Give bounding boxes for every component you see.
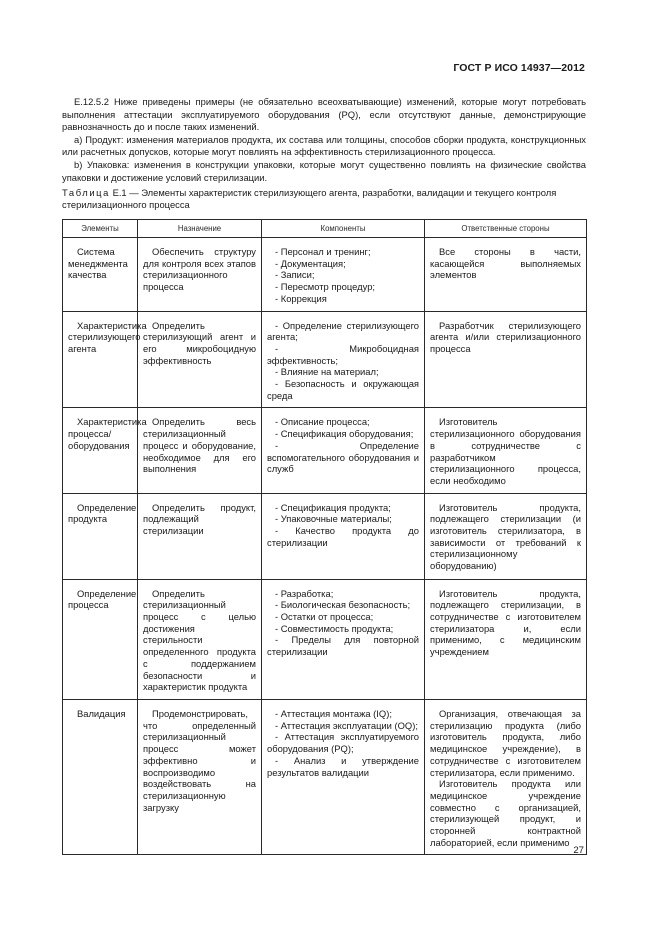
responsible-paragraph: Организация, отвечающая за стерилизацию продукта (либо изготовитель продукта, либо медицинское учреждение), в сотрудничестве с изготовителем стерилизатора, если применимо. xyxy=(430,707,581,778)
component-item: - Записи; xyxy=(275,269,315,281)
cell-components xyxy=(262,579,425,699)
cell-purpose: Обеспечить структуру для контроля всех этапов стерилизационного процесса xyxy=(138,238,262,312)
cell-responsible xyxy=(425,238,587,312)
table-header-row xyxy=(63,220,587,238)
cell-element: Валидация xyxy=(63,699,138,854)
component-item: - Совместимость продукта; xyxy=(275,622,394,634)
cell-purpose: Определить стерилизующий агент и его микробоцидную эффективность xyxy=(138,311,262,408)
component-item: - Аттестация эксплуатируемого оборудования (PQ); xyxy=(267,731,419,755)
table-row xyxy=(63,311,587,408)
column-header-purpose: Назначение xyxy=(138,220,262,238)
component-item: - Аттестация монтажа (IQ); xyxy=(275,707,392,719)
cell-responsible xyxy=(425,408,587,493)
responsible-paragraph: Все стороны в части, касающейся выполняемых элементов xyxy=(430,246,581,281)
component-item: - Влияние на материал; xyxy=(275,366,379,378)
table-row xyxy=(63,579,587,699)
column-header-responsible: Ответственные стороны xyxy=(425,220,587,238)
table-caption-text: Е.1 — Элементы характеристик стерилизующего агента, разработки, валидации и текущего контроля стерилизационного процесса xyxy=(62,187,557,211)
intro-paragraph: Е.12.5.2 Ниже приведены примеры (не обязательно всеохватывающие) изменений, которые могут потребовать выполнения аттестации эксплуатируемого оборудования (PQ), если отсутствуют данные, демонстрирующие равнозначность до и после таких изменений. xyxy=(62,96,586,133)
cell-responsible xyxy=(425,579,587,699)
component-item: - Качество продукта до стерилизации xyxy=(267,525,419,548)
component-item: - Персонал и тренинг; xyxy=(275,246,371,257)
cell-element: Характеристика процесса/оборудования xyxy=(63,408,138,493)
table-body xyxy=(63,238,587,855)
component-item: - Безопасность и окружающая среда xyxy=(267,378,419,401)
cell-responsible xyxy=(425,311,587,408)
table-row xyxy=(63,238,587,312)
component-item: - Пределы для повторной стерилизации xyxy=(267,634,419,658)
table-caption-label: Таблица xyxy=(62,187,110,198)
component-item: - Упаковочные материалы; xyxy=(275,513,392,525)
component-item: - Определение вспомогательного оборудования и служб xyxy=(267,439,419,475)
document-header: ГОСТ Р ИСО 14937—2012 xyxy=(453,62,585,74)
table-row xyxy=(63,493,587,579)
cell-components xyxy=(262,408,425,493)
component-item: - Спецификация продукта; xyxy=(275,501,391,513)
cell-purpose: Продемонстрировать, что определенный стерилизационный процесс может эффективно и воспроизводимо воздействовать на стерилизационную загрузку xyxy=(138,699,262,854)
component-item: - Разработка; xyxy=(275,587,334,599)
responsible-paragraph: Изготовитель продукта, подлежащего стерилизации, в сотрудничестве с изготовителем стерилизатора и, если применимо, с медицинским учреждением xyxy=(430,587,581,658)
component-item: - Остатки от процесса; xyxy=(275,611,374,623)
responsible-paragraph: Изготовитель продукта, подлежащего стерилизации (и изготовитель стерилизатора, в зависимости от требований к стерилизационному оборудованию) xyxy=(430,501,581,572)
component-item: - Анализ и утверждение результатов валидации xyxy=(267,754,419,778)
sterilization-elements-table xyxy=(62,219,587,855)
cell-element: Определение продукта xyxy=(63,493,138,579)
cell-components xyxy=(262,238,425,312)
intro-paragraph: b) Упаковка: изменения в конструкции упаковки, которые могут существенно повлиять на физические свойства упаковки и достижение условий стерилизации. xyxy=(62,158,586,183)
component-item: - Аттестация эксплуатации (OQ); xyxy=(275,719,418,731)
component-item: - Описание процесса; xyxy=(275,416,370,428)
cell-purpose: Определить продукт, подлежащий стерилизации xyxy=(138,493,262,579)
responsible-paragraph: Разработчик стерилизующего агента и/или стерилизационного процесса xyxy=(430,319,581,354)
cell-responsible xyxy=(425,493,587,579)
cell-responsible xyxy=(425,699,587,854)
cell-purpose: Определить стерилизационный процесс с целью достижения стерильности определенного продукта с поддержанием безопасности и характеристик продукта xyxy=(138,579,262,699)
component-item: - Документация; xyxy=(275,257,346,269)
cell-element: Система менеджмента качества xyxy=(63,238,138,312)
page-number: 27 xyxy=(573,845,584,856)
component-item: - Пересмотр процедур; xyxy=(275,281,376,293)
component-item: - Коррекция xyxy=(275,292,327,304)
column-header-components: Компоненты xyxy=(262,220,425,238)
component-item: - Микробоцидная эффективность; xyxy=(267,342,419,366)
cell-element: Характеристика стерилизующего агента xyxy=(63,311,138,408)
table-row xyxy=(63,699,587,854)
intro-paragraph: a) Продукт: изменения материалов продукта, их состава или толщины, способов сборки продукта, конструкционных или расчетных допусков, которые могут повлиять на эффективность стерилизационного процесса. xyxy=(62,133,586,158)
table-row xyxy=(63,408,587,493)
column-header-elements: Элементы xyxy=(63,220,138,238)
cell-components xyxy=(262,699,425,854)
cell-components xyxy=(262,493,425,579)
table-caption xyxy=(62,187,586,212)
cell-components xyxy=(262,311,425,408)
cell-element: Определение процесса xyxy=(63,579,138,699)
cell-purpose: Определить весь стерилизационный процесс и оборудование, необходимое для его выполнения xyxy=(138,408,262,493)
responsible-paragraph: Изготовитель продукта или медицинское учреждение совместно с организацией, стерилизующей продукт, и сторонней контрактной лабораторией, если применимо xyxy=(430,778,581,848)
responsible-paragraph: Изготовитель стерилизационного оборудования в сотрудничестве с разработчиком стерилизационного процесса, если необходимо xyxy=(430,416,581,486)
component-item: - Биологическая безопасность; xyxy=(275,599,411,611)
component-item: - Спецификация оборудования; xyxy=(275,428,414,440)
intro-text xyxy=(62,96,586,184)
component-item: - Определение стерилизующего агента; xyxy=(267,319,419,343)
